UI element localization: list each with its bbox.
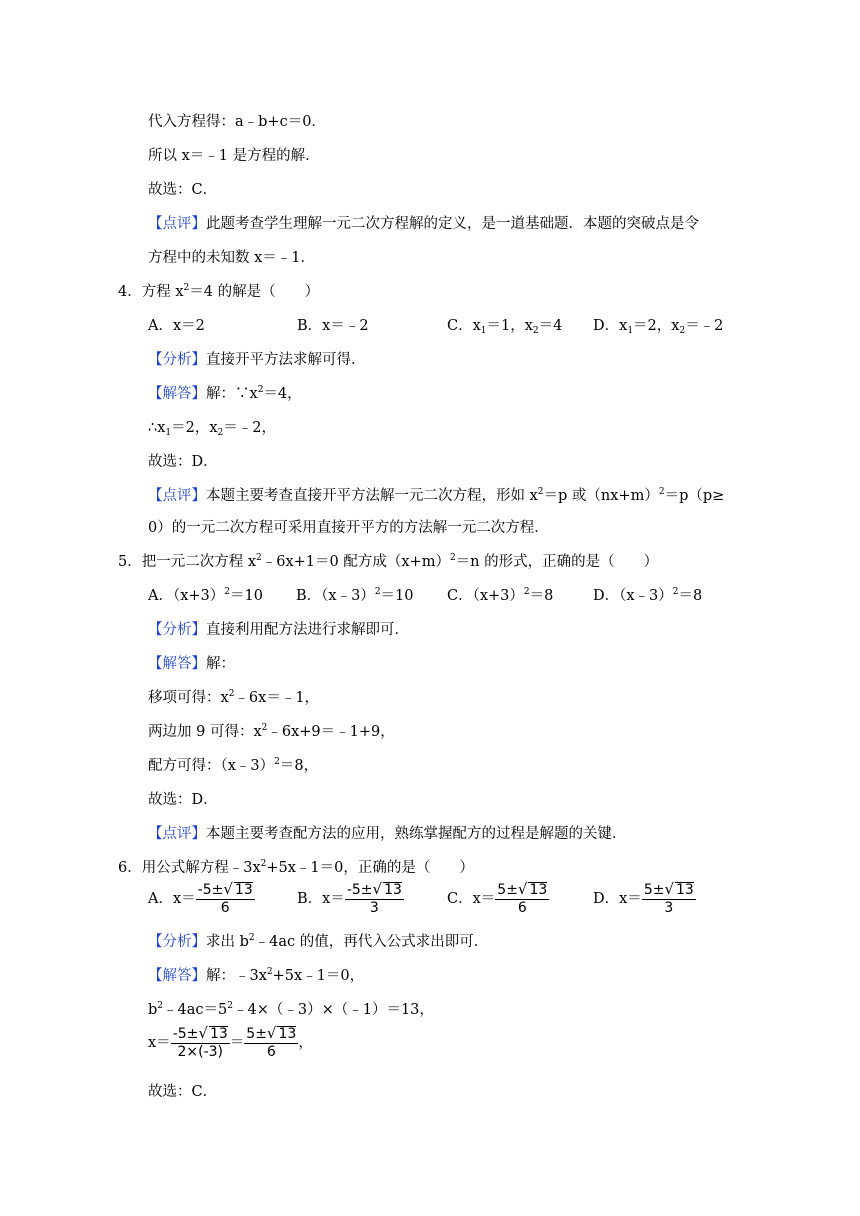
analysis-tag: 【分析】 [148,934,206,950]
analysis-tag: 【分析】 [148,352,206,368]
q4-analysis: 【分析】直接开平方法求解可得． [148,352,366,368]
q4-solution: 【解答】解：$\because x^2=4$， [148,385,302,402]
fraction: $\frac{5\pm√ 13}{6}$ [246,1024,297,1060]
question-6-stem: 6．用公式解方程$﹣3x^2+5x﹣1=0$，正确的是（ ） [118,859,474,876]
q6-option-d: D．x＝ $\frac{5\pm√ 13}{3}$ [593,880,694,916]
conclusion-line: 所以 x＝﹣1 是方程的解． [148,148,320,164]
q4-option-c: C．$x_1=1$，$x_2=4$ [447,318,563,336]
q4-review-2: 0）的一元二次方程可采用直接开平方的方法解一元二次方程． [148,520,549,536]
q5-option-d: D．（x﹣3）$^2$＝8 [593,587,703,604]
q5-step-1: 移项可得：$x^2﹣6x=﹣1$， [148,689,320,706]
q6-option-c: C．x＝ $\frac{5\pm√ 13}{6}$ [447,880,548,916]
q4-solution-step: $\therefore x_1=2$，$x_2=﹣2$， [148,420,277,438]
q4-review: 【点评】本题主要考查直接开平方法解一元二次方程，形如 $x^2=p$ 或$(nx+m)^2=p(p\ge$ [148,487,725,504]
q5-solution: 【解答】解： [148,656,235,672]
q5-option-c: C．$(x+3)^2=8$ [447,587,554,604]
review-tag: 【点评】 [148,826,206,842]
fraction: $\frac{5\pm√ 13}{6}$ [497,880,548,916]
q4-answer: 故选：D． [148,454,218,470]
q6-answer: 故选：C． [148,1084,218,1100]
solution-tag: 【解答】 [148,386,206,402]
q4-option-b: B．x＝﹣2 [297,318,369,334]
q6-option-a: A．x＝ $\frac{-5\pm√ 13}{6}$ [148,880,253,916]
analysis-tag: 【分析】 [148,622,206,638]
q5-step-2: 两边加 9 可得：$x^2﹣6x+9=﹣1+9$， [148,723,395,740]
question-4-stem: 4．方程 $x^2=4$ 的解是（ ） [118,283,320,300]
review-text: 此题考查学生理解一元二次方程解的定义，是一道基础题．本题的突破点是令 [206,216,699,232]
review-line [148,214,699,234]
review-tag: 【点评】 [148,216,206,232]
fraction: $\frac{-5\pm√ 13}{6}$ [197,880,253,916]
q5-option-a: A．$(x+3)^2=10$ [148,587,263,604]
solution-tag: 【解答】 [148,968,206,984]
answer-line: 故选：C． [148,182,218,198]
q6-option-b: B．x＝ $\frac{-5\pm√ 13}{3}$ [297,880,402,916]
q6-analysis: 【分析】求出 $b^2﹣4ac$ 的值，再代入公式求出即可． [148,933,489,950]
q4-option-d: D．$x_1=2$，$x_2=﹣2$ [593,318,724,336]
q5-answer: 故选：D． [148,792,218,808]
q5-review: 【点评】本题主要考查配方法的应用，熟练掌握配方的过程是解题的关键． [148,826,627,842]
solution-tag: 【解答】 [148,656,206,672]
question-5-stem: 5．把一元二次方程 $x^2﹣6x+1=0$ 配方成$(x+m)^2=n$ 的形式，正确的是（ ） [118,553,659,570]
q4-option-a: A．x＝2 [148,318,205,334]
fraction: $\frac{-5\pm√ 13}{2\times(-3)}$ [172,1024,228,1060]
fraction: $\frac{-5\pm√ 13}{3}$ [346,880,402,916]
q6-formula-line: x＝ $\frac{-5\pm√ 13}{2\times(-3)}$ ＝ $\frac{5\pm√ 13}{6}$ ， [148,1024,313,1060]
q5-analysis: 【分析】直接利用配方法进行求解即可． [148,622,409,638]
fraction: $\frac{5\pm√ 13}{3}$ [643,880,694,916]
q6-solution: 【解答】解：$﹣3x^2+5x﹣1=0$， [148,967,365,984]
q5-option-b: B．（x﹣3）$^2$＝10 [296,587,414,604]
review-tag: 【点评】 [148,488,206,504]
substitution-line: 代入方程得：a﹣b+c＝0． [148,114,326,130]
q5-step-3: 配方可得：（x﹣3）$^2$＝8， [148,757,319,774]
review-line-2: 方程中的未知数 x＝﹣1． [148,250,316,266]
q6-discriminant: $b^2﹣4ac=5^2﹣4\times(﹣3)\times(﹣1)=13$， [148,1001,434,1018]
